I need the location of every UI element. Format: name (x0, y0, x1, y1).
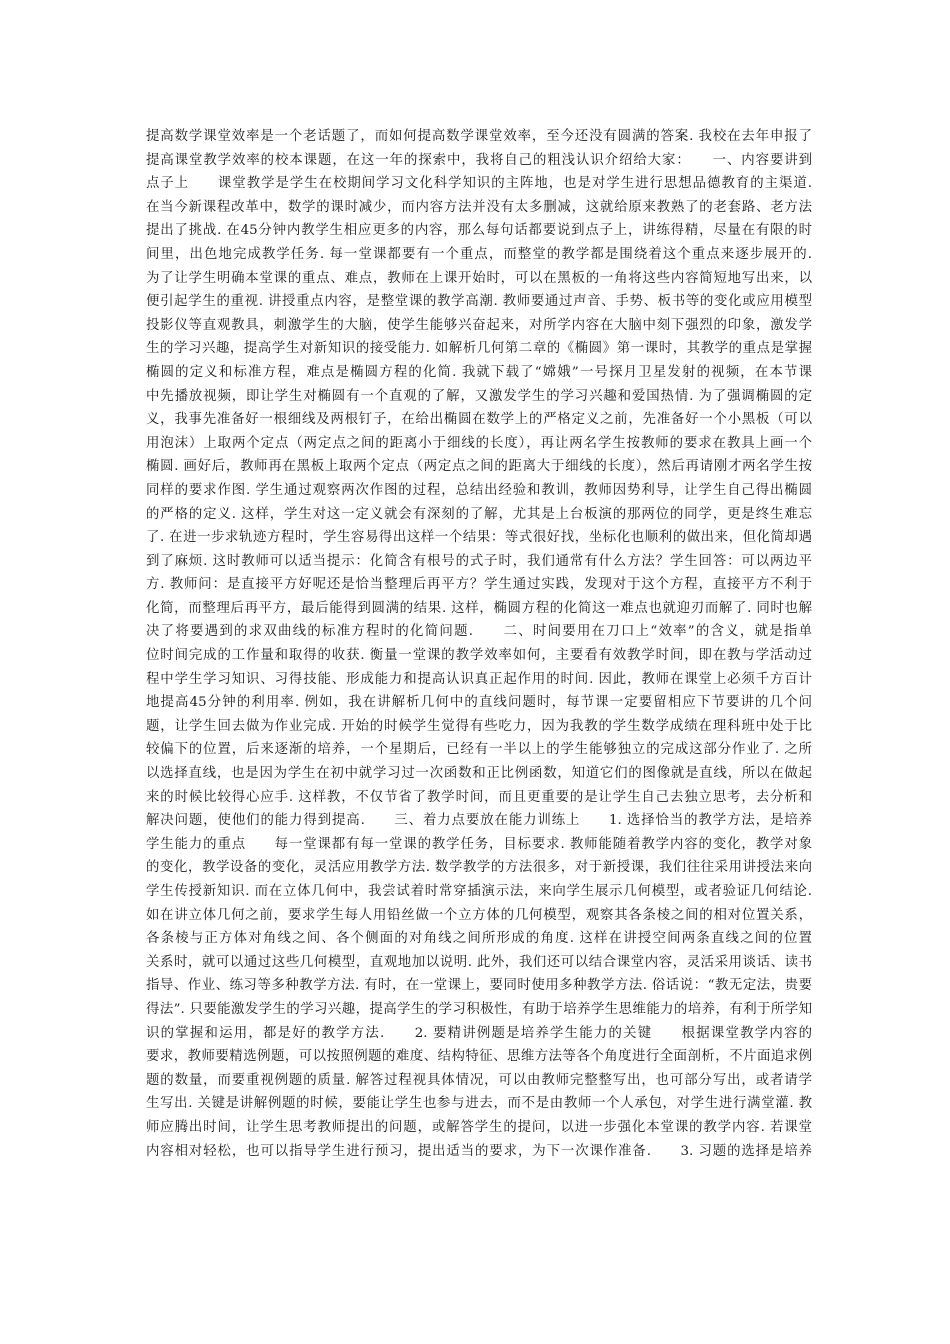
text-line: 便引起学生的重视. 讲授重点内容，是整堂课的教学高潮. 教师要通过声音、手势、板书等的变化或应用模型 (146, 294, 812, 310)
text-line: 要求，教师要精选例题，可以按照例题的难度、结构特征、思维方法等各个角度进行全面剖析，不片面追求例 (146, 1049, 812, 1065)
text-line: 各条棱与正方体对角线之间、各个侧面的对角线之间所形成的角度. 这样在讲授空间两条直线之间的位置 (146, 931, 812, 947)
text-line: 内容相对轻松，也可以指导学生进行预习，提出适当的要求，为下一次课作准备. 3. 习题的选择是培养 (146, 1143, 812, 1159)
text-line: 了. 在进一步求轨迹方程时，学生容易得出这样一个结果：等式很好找，坐标化也顺利的做出来，但化简却遇 (146, 530, 812, 546)
text-line: 识的掌握和运用，都是好的教学方法. 2. 要精讲例题是培养学生能力的关键 根据课堂教学内容的 (146, 1025, 812, 1041)
text-line: 如在讲立体几何之前，要求学生每人用铅丝做一个立方体的几何模型，观察其各条棱之间的相对位置关系， (146, 907, 812, 923)
text-line: 中先播放视频，即让学生对椭圆有一个直观的了解，又激发学生的学习兴趣和爱国热情. 为了强调椭圆的定 (146, 388, 812, 404)
text-line: 生写出. 关键是讲解例题的时候，要能让学生也参与进去，而不是由教师一个人承包，对学生进行满堂灌. 教 (146, 1096, 812, 1112)
text-line: 学生传授新知识. 而在立体几何中，我尝试着时常穿插演示法，来向学生展示几何模型，或者验证几何结论. (146, 884, 812, 899)
text-line: 在当今新课程改革中，数学的课时减少，而内容方法并没有太多删减，这就给原来教熟了的老套路、老方法 (146, 199, 812, 215)
text-line: 来的时候比较得心应手. 这样教，不仅节省了教学时间，而且更重要的是让学生自己去独立思考，去分析和 (146, 789, 812, 805)
text-line: 提出了挑战. 在45分钟内教学生相应更多的内容，那么每句话都要说到点子上，讲练得精，尽量在有限的时 (146, 223, 812, 239)
text-line: 的严格的定义. 这样，学生对这一定义就会有深刻的了解，尤其是上台板演的那两位的同学，更是终生难忘 (146, 506, 812, 522)
text-line: 位时间完成的工作量和取得的收获. 衡量一堂课的教学效率如何，主要看有效教学时间，即在教与学活动过 (146, 648, 812, 664)
text-line: 用泡沫）上取两个定点（两定点之间的距离小于细线的长度），再让两名学生按教师的要求在教具上画一个 (146, 435, 812, 451)
document-body (146, 125, 812, 1163)
text-line: 化简，而整理后再平方，最后能得到圆满的结果. 这样，椭圆方程的化简这一难点也就迎刃而解了. 同时也解 (146, 600, 812, 616)
text-line: 的变化，教学设备的变化，灵活应用教学方法. 数学教学的方法很多，对于新授课，我们往往采用讲授法来向 (146, 860, 812, 876)
text-line: 提高课堂教学效率的校本课题，在这一年的探索中，我将自己的粗浅认识介绍给大家： 一、内容要讲到 (146, 152, 812, 168)
text-line: 椭圆的定义和标准方程，难点是椭圆方程的化简. 我就下载了“嫦娥”一号探月卫星发射的视频，在本节课 (146, 364, 812, 380)
text-line: 为了让学生明确本堂课的重点、难点，教师在上课开始时，可以在黑板的一角将这些内容简短地写出来，以 (146, 270, 812, 286)
text-line: 指导、作业、练习等多种教学方法. 有时，在一堂课上，要同时使用多种教学方法. 俗话说：“教无定法，贵要 (146, 978, 812, 994)
text-line: 椭圆. 画好后，教师再在黑板上取两个定点（两定点之间的距离大于细线的长度），然后再请刚才两名学生按 (146, 459, 812, 475)
text-line: 生的学习兴趣，提高学生对新知识的接受能力. 如解析几何第二章的《椭圆》第一课时，其教学的重点是掌握 (146, 341, 812, 357)
text-line: 师应腾出时间，让学生思考教师提出的问题，或解答学生的提问，以进一步强化本堂课的教学内容. 若课堂 (146, 1119, 812, 1135)
text-line: 题的数量，而要重视例题的质量. 解答过程视具体情况，可以由教师完整整写出，也可部分写出，或者请学 (146, 1072, 812, 1088)
text-line: 得法”. 只要能激发学生的学习兴趣，提高学生的学习积极性，有助于培养学生思维能力的培养，有利于所学知 (146, 1001, 812, 1017)
text-line: 投影仪等直观教具，刺激学生的大脑，使学生能够兴奋起来，对所学内容在大脑中刻下强烈的印象，激发学 (146, 317, 812, 333)
text-line: 决了将要遇到的求双曲线的标准方程时的化简问题. 二、时间要用在刀口上“效率”的含义，就是指单 (146, 624, 812, 640)
text-line: 学生能力的重点 每一堂课都有每一堂课的教学任务，目标要求. 教师能随着教学内容的变化，教学对象 (146, 836, 812, 852)
text-line: 程中学生学习知识、习得技能、形成能力和提高认识真正起作用的时间. 因此，教师在课堂上必须千方百计 (146, 671, 812, 687)
text-line: 义，我事先准备好一根细线及两根钉子，在给出椭圆在数学上的严格定义之前，先准备好一个小黑板（可以 (146, 412, 812, 428)
text-line: 提高数学课堂效率是一个老话题了，而如何提高数学课堂效率，至今还没有圆满的答案. 我校在去年申报了 (146, 129, 812, 144)
text-line: 到了麻烦. 这时教师可以适当提示：化简含有根号的式子时，我们通常有什么方法？学生回答：可以两边平 (146, 553, 812, 569)
text-line: 较偏下的位置，后来逐渐的培养，一个星期后，已经有一半以上的学生能够独立的完成这部分作业了. 之所 (146, 742, 812, 758)
text-line: 以选择直线，也是因为学生在初中就学习过一次函数和正比例函数，知道它们的图像就是直线，所以在做起 (146, 766, 812, 782)
text-line: 地提高45分钟的利用率. 例如，我在讲解析几何中的直线问题时，每节课一定要留相应下节要讲的几个问 (146, 695, 812, 711)
text-line: 间里，出色地完成教学任务. 每一堂课都要有一个重点，而整堂的教学都是围绕着这个重点来逐步展开的. (146, 246, 812, 262)
text-line: 点子上 课堂教学是学生在校期间学习文化科学知识的主阵地，也是对学生进行思想品德教育的主渠道. (146, 176, 812, 192)
text-line: 题，让学生回去做为作业完成. 开始的时候学生觉得有些吃力，因为我教的学生数学成绩在理科班中处于比 (146, 718, 812, 734)
text-line: 同样的要求作图. 学生通过观察两次作图的过程，总结出经验和教训，教师因势利导，让学生自己得出椭圆 (146, 482, 812, 498)
text-line: 方. 教师问：是直接平方好呢还是恰当整理后再平方？学生通过实践，发现对于这个方程，直接平方不利于 (146, 577, 812, 593)
text-line: 解决问题，使他们的能力得到提高. 三、着力点要放在能力训练上 1. 选择恰当的教学方法，是培养 (146, 813, 812, 829)
text-line: 关系时，就可以通过这些几何模型，直观地加以说明. 此外，我们还可以结合课堂内容，灵活采用谈话、读书 (146, 954, 812, 970)
